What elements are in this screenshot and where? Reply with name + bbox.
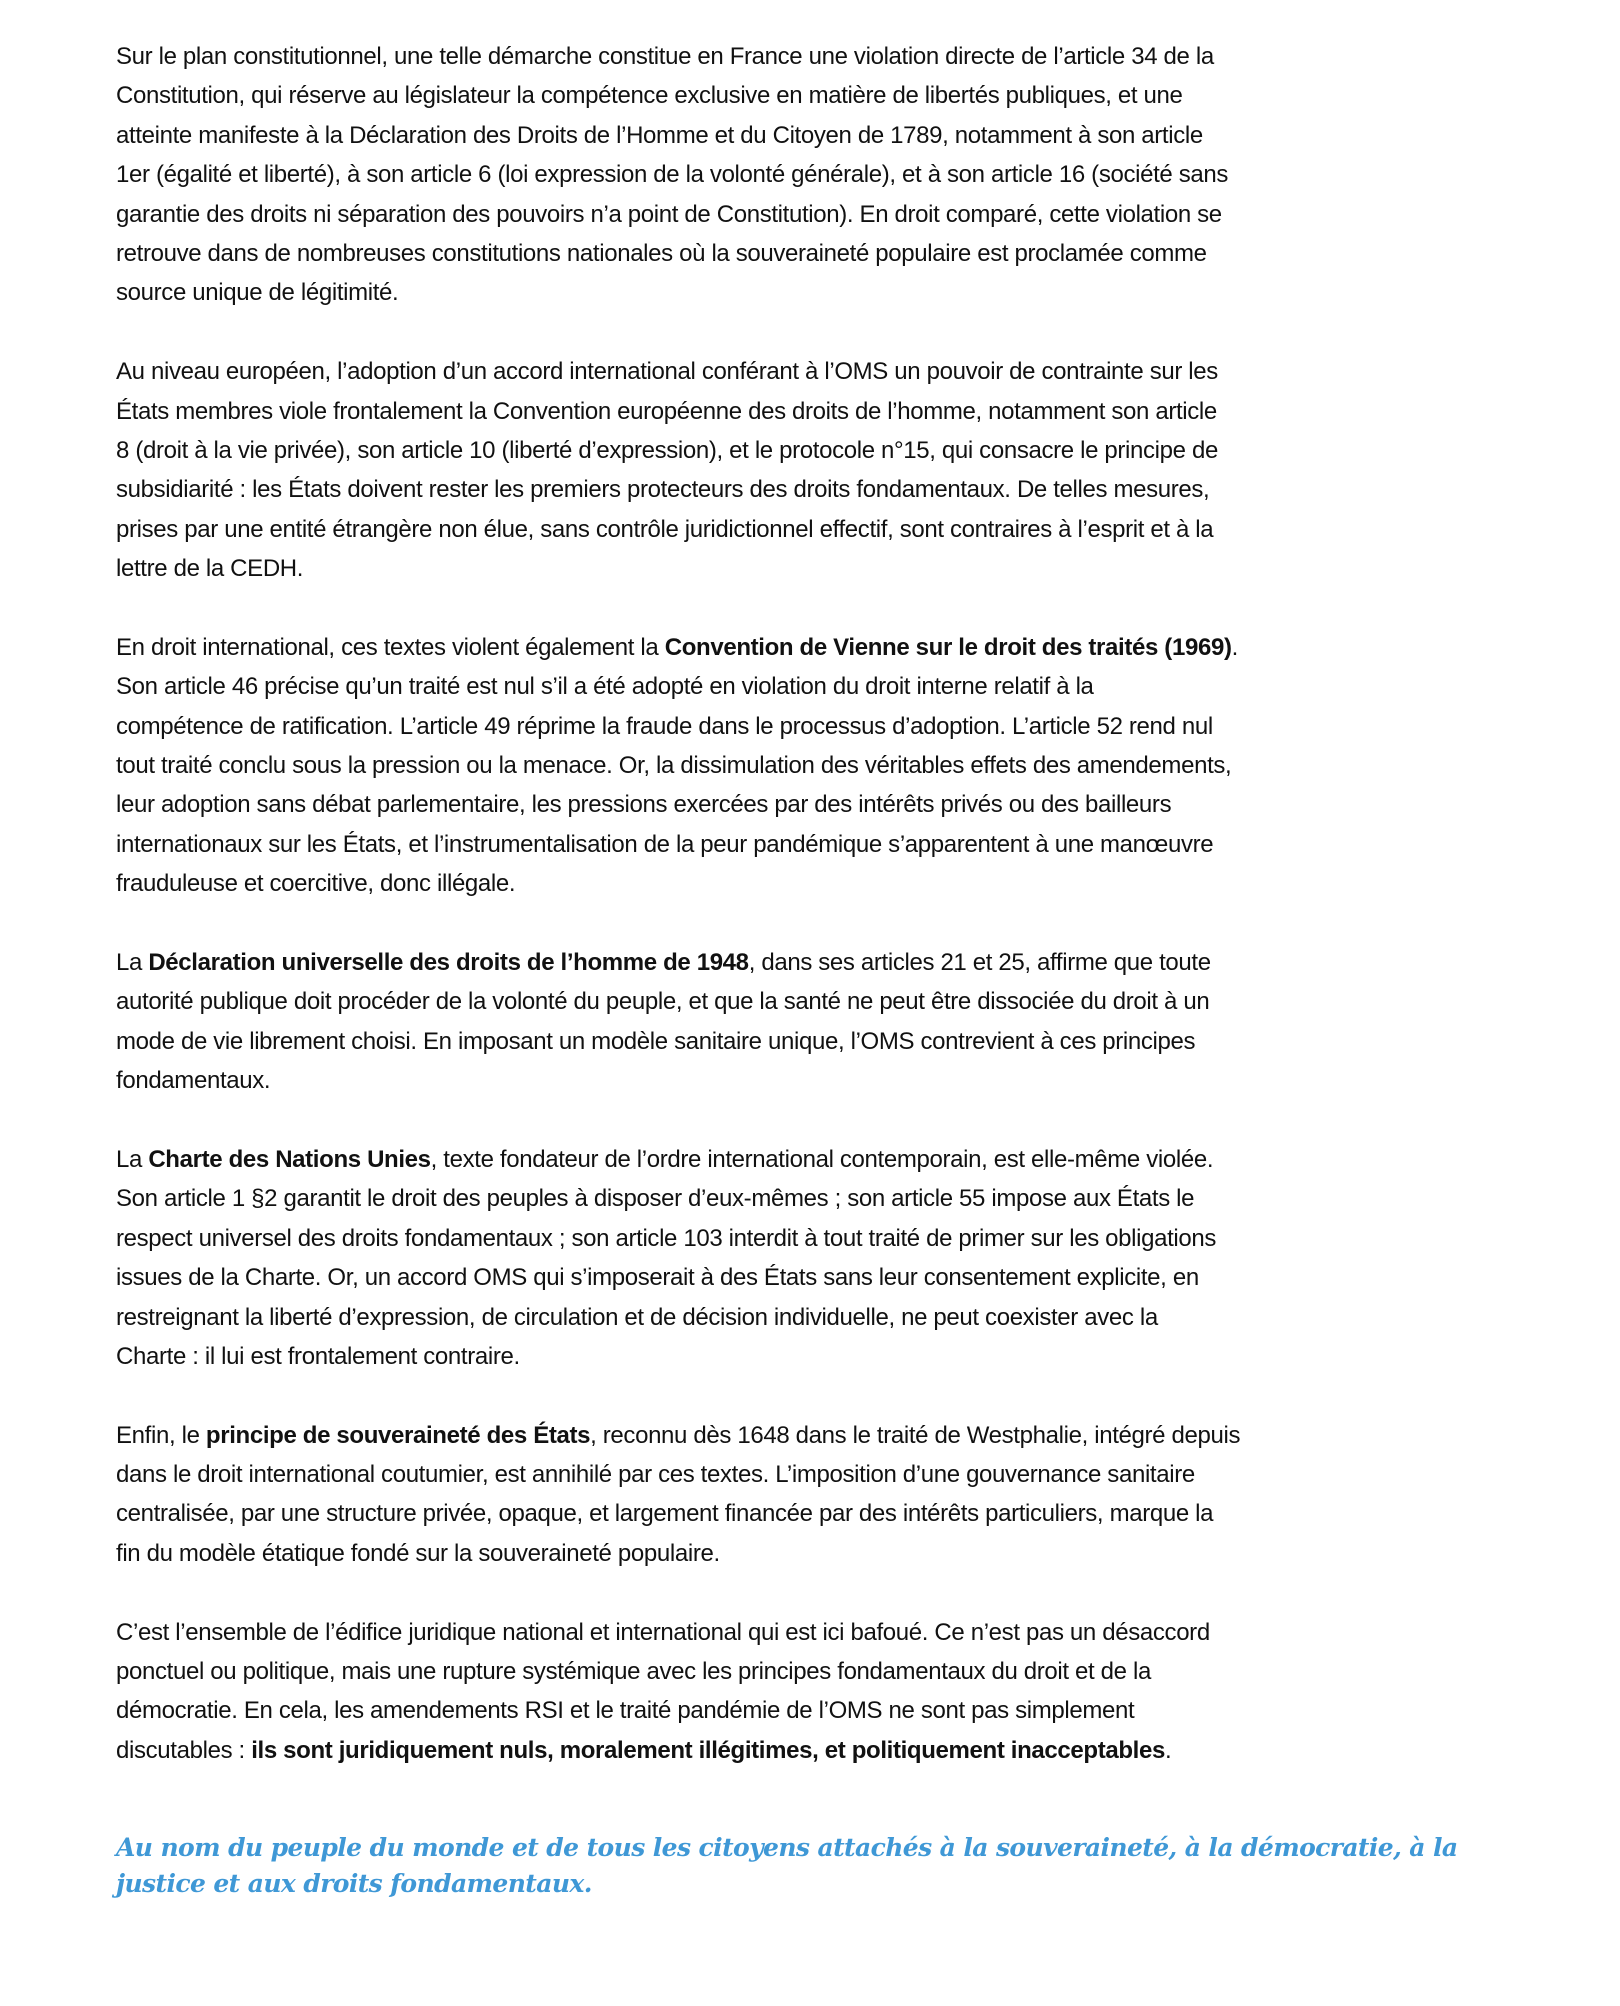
text-line (116, 1337, 1526, 1376)
text-run: subsidiarité : les États doivent rester les premiers protecteurs des droits fondamentaux. De telles mesures, (116, 476, 1210, 504)
text-run: Au niveau européen, l’adoption d’un accord international conférant à l’OMS un pouvoir de contrainte sur les (116, 358, 1218, 386)
text-run: C’est l’ensemble de l’édifice juridique national et international qui est ici bafoué. Ce n’est pas un désaccord (116, 1618, 1210, 1646)
text-line (116, 746, 1526, 785)
text-run: issues de la Charte. Or, un accord OMS qui s’imposerait à des États sans leur consentement explicite, en (116, 1264, 1199, 1292)
text-run: 1er (égalité et liberté), à son article 6 (loi expression de la volonté générale), et à son article 16 (société sans (116, 161, 1229, 189)
text-run: Constitution, qui réserve au législateur la compétence exclusive en matière de libertés publiques, et une (116, 82, 1183, 110)
paragraph-constitutional (116, 37, 1526, 313)
text-line (116, 116, 1526, 155)
closing-line: Au nom du peuple du monde et de tous les citoyens attachés à la souveraineté, à la démocratie, à la (116, 1833, 1458, 1862)
paragraph-conclusion (116, 1613, 1526, 1771)
text-line (116, 1298, 1526, 1337)
text-line (116, 234, 1526, 273)
text-line (116, 1258, 1526, 1297)
bold-phrase: Déclaration universelle des droits de l’homme de 1948 (148, 948, 749, 976)
text-line (116, 1652, 1526, 1691)
text-run: fin du modèle étatique fondé sur la souveraineté populaire. (116, 1539, 720, 1567)
text-line (116, 1455, 1526, 1494)
text-line (116, 1613, 1526, 1652)
text-run: source unique de légitimité. (116, 279, 399, 307)
text-run: garantie des droits ni séparation des pouvoirs n’a point de Constitution). En droit comparé, cette violation se (116, 200, 1222, 228)
text-line (116, 155, 1526, 194)
text-run: fondamentaux. (116, 1067, 271, 1095)
text-run: internationaux sur les États, et l’instrumentalisation de la peur pandémique s’apparentent à une manœuvre (116, 830, 1214, 858)
text-line (116, 628, 1526, 667)
text-run: . (1231, 633, 1238, 661)
document-body (116, 37, 1526, 1810)
text-run: frauduleuse et coercitive, donc illégale. (116, 870, 516, 898)
text-line (116, 431, 1526, 470)
text-line (116, 510, 1526, 549)
text-run: Charte : il lui est frontalement contraire. (116, 1342, 520, 1370)
text-run: discutables : (116, 1736, 252, 1764)
text-run: atteinte manifeste à la Déclaration des Droits de l’Homme et du Citoyen de 1789, notamment à son article (116, 121, 1203, 149)
text-run: dans le droit international coutumier, est annihilé par ces textes. L’imposition d’une gouvernance sanitaire (116, 1461, 1195, 1489)
closing-line: justice et aux droits fondamentaux. (116, 1869, 592, 1898)
text-run: respect universel des droits fondamentaux ; son article 103 interdit à tout traité de primer sur les obligations (116, 1224, 1217, 1252)
paragraph-udhr (116, 943, 1526, 1101)
text-line (116, 1061, 1526, 1100)
text-run: ponctuel ou politique, mais une rupture systémique avec les principes fondamentaux du droit et de la (116, 1658, 1151, 1686)
text-line (116, 352, 1526, 391)
text-run: . (1165, 1736, 1172, 1764)
paragraph-european (116, 352, 1526, 588)
text-run: , texte fondateur de l’ordre international contemporain, est elle-même violée. (430, 1145, 1214, 1173)
text-line (116, 864, 1526, 903)
text-line (116, 982, 1526, 1021)
text-line (116, 1494, 1526, 1533)
text-run: démocratie. En cela, les amendements RSI et le traité pandémie de l’OMS ne sont pas simplement (116, 1697, 1135, 1725)
text-run: En droit international, ces textes violent également la (116, 633, 665, 661)
text-line (116, 470, 1526, 509)
text-line (116, 1022, 1526, 1061)
text-run: , dans ses articles 21 et 25, affirme que toute (748, 948, 1211, 976)
text-run: Sur le plan constitutionnel, une telle démarche constitue en France une violation directe de l’article 34 de la (116, 43, 1214, 70)
paragraph-un-charter (116, 1140, 1526, 1376)
text-line (116, 1731, 1526, 1770)
text-line (116, 1140, 1526, 1179)
text-run: , reconnu dès 1648 dans le traité de Westphalie, intégré depuis (590, 1421, 1241, 1449)
text-run: mode de vie librement choisi. En imposant un modèle sanitaire unique, l’OMS contrevient à ces principes (116, 1027, 1196, 1055)
bold-phrase: principe de souveraineté des États (205, 1421, 591, 1449)
text-line (116, 195, 1526, 234)
text-line (116, 825, 1526, 864)
paragraph-sovereignty (116, 1416, 1526, 1574)
text-line (116, 37, 1526, 76)
text-run: autorité publique doit procéder de la volonté du peuple, et que la santé ne peut être dissociée du droit à un (116, 988, 1210, 1016)
text-run: Enfin, le (116, 1421, 206, 1449)
text-line (116, 707, 1526, 746)
bold-phrase: Charte des Nations Unies (148, 1145, 431, 1173)
text-run: lettre de la CEDH. (116, 555, 304, 583)
text-run: États membres viole frontalement la Convention européenne des droits de l’homme, notamment son article (116, 397, 1217, 425)
text-line (116, 1179, 1526, 1218)
text-run: restreignant la liberté d’expression, de circulation et de décision individuelle, ne peut coexister avec la (116, 1303, 1158, 1331)
text-run: tout traité conclu sous la pression ou la menace. Or, la dissimulation des véritables effets des amendements, (116, 752, 1232, 780)
bold-phrase: Convention de Vienne sur le droit des traités (1969) (664, 633, 1232, 661)
text-run: Son article 46 précise qu’un traité est nul s’il a été adopté en violation du droit interne relatif à la (116, 673, 1094, 701)
text-line (116, 1219, 1526, 1258)
text-line (116, 785, 1526, 824)
text-line (116, 76, 1526, 115)
paragraph-international (116, 628, 1526, 904)
text-run: prises par une entité étrangère non élue, sans contrôle juridictionnel effectif, sont contraires à l’esprit et à la (116, 515, 1214, 543)
text-run: centralisée, par une structure privée, opaque, et largement financée par des intérêts particuliers, marque la (116, 1500, 1214, 1528)
text-line (116, 392, 1526, 431)
text-line (116, 1416, 1526, 1455)
text-line (116, 1534, 1526, 1573)
text-run: compétence de ratification. L’article 49 réprime la fraude dans le processus d’adoption. L’article 52 rend nul (116, 712, 1213, 740)
text-run: 8 (droit à la vie privée), son article 10 (liberté d’expression), et le protocole n°15, qui consacre le principe de (116, 436, 1218, 464)
text-run: Son article 1 §2 garantit le droit des peuples à disposer d’eux-mêmes ; son article 55 impose aux États le (116, 1185, 1195, 1213)
text-line (116, 667, 1526, 706)
text-line (116, 549, 1526, 588)
text-run: La (116, 948, 149, 976)
bold-phrase: ils sont juridiquement nuls, moralement illégitimes, et politiquement inacceptables (251, 1736, 1165, 1764)
text-run: La (116, 1145, 149, 1173)
text-run: retrouve dans de nombreuses constitutions nationales où la souveraineté populaire est proclamée comme (116, 239, 1207, 267)
text-line (116, 1691, 1526, 1730)
text-run: leur adoption sans débat parlementaire, les pressions exercées par des intérêts privés ou des bailleurs (116, 791, 1172, 819)
text-line (116, 943, 1526, 982)
text-line (116, 273, 1526, 312)
closing-statement (116, 1830, 1526, 1902)
